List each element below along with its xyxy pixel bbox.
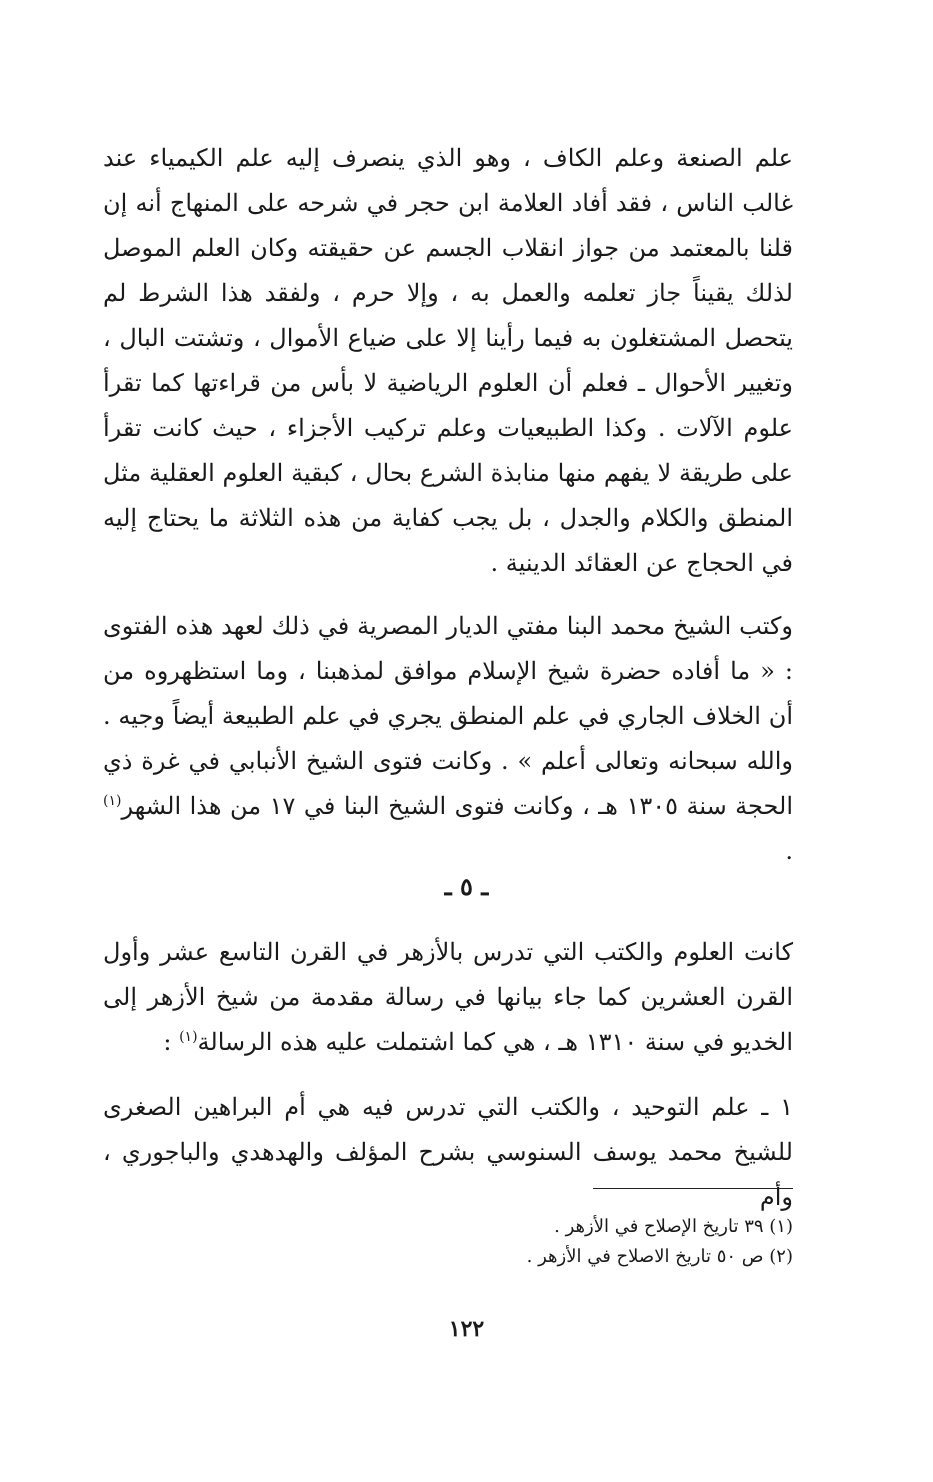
page-number: ١٢٢ <box>448 1316 485 1342</box>
paragraph-text: ١ ـ علم التوحيد ، والكتب التي تدرس فيه هي أم البراهين الصغرى للشيخ محمد يوسف السنوسي بشرح المؤلف والهدهدي والباجوري ، وأم <box>103 1093 793 1211</box>
footnote-item: (١) ٣٩ تاريخ الإصلاح في الأزهر . <box>554 1216 793 1237</box>
footnote-item: (٢) ص ٥٠ تاريخ الاصلاح في الأزهر . <box>526 1246 793 1267</box>
paragraph-text: وكتب الشيخ محمد البنا مفتي الديار المصرية في ذلك لعهد هذه الفتوى : « ما أفاده حضرة شيخ الإسلام موافق لمذهبنا ، وما استظهروه من أن الخلاف الجاري في علم المنطق يجري في علم الطبيعة أيضاً وجيه . والله سبحانه وتعالى أعلم » . وكانت فتوى الشيخ الأنبابي في غرة ذي الحجة سنة ١٣٠٥ هـ ، وكانت فتوى الشيخ البنا في ١٧ من هذا الشهر <box>103 612 793 820</box>
paragraph-mufti-fatwa <box>103 604 793 874</box>
section-number: ـ ٥ ـ <box>444 872 489 901</box>
paragraph-text-container <box>103 930 793 1065</box>
paragraph-text-container <box>103 604 793 874</box>
paragraph-text: علم الصنعة وعلم الكاف ، وهو الذي ينصرف إليه علم الكيمياء عند غالب الناس ، فقد أفاد العلامة ابن حجر في شرحه على المنهاج أنه إن قلنا بالمعتمد من جواز انقلاب الجسم عن حقيقته وكان العلم الموصل لذلك يقيناً جاز تعلمه والعمل به ، وإلا حرم ، ولفقد هذا الشرط لم يتحصل المشتغلون به فيما رأينا إلا على ضياع الأموال ، وتشتت البال ، وتغيير الأحوال ـ فعلم أن العلوم الرياضية لا بأس من قراءتها كما تقرأ علوم الآلات . وكذا الطبيعيات وعلم تركيب الأجزاء ، حيث كانت تقرأ على طريقة لا يفهم منها منابذة الشرع بحال ، كبقية العلوم العقلية مثل المنطق والكلام والجدل ، بل يجب كفاية من هذه الثلاثة ما يحتاج إليه في الحجاج عن العقائد الدينية . <box>103 144 794 577</box>
paragraph-text-end: . <box>785 837 793 865</box>
paragraph-alchemy-ruling <box>103 136 793 586</box>
paragraph-text: كانت العلوم والكتب التي تدرس بالأزهر في القرن التاسع عشر وأول القرن العشرين كما جاء بيانها في رسالة مقدمة من شيخ الأزهر إلى الخديو في سنة ١٣١٠ هـ ، هي كما اشتملت عليه هذه الرسالة <box>103 938 793 1056</box>
paragraph-azhar-curriculum <box>103 930 793 1065</box>
footnote-divider <box>593 1188 793 1189</box>
paragraph-text-end: : <box>163 1028 180 1056</box>
footnote-marker[interactable]: (١) <box>103 793 122 809</box>
footnote-marker[interactable]: (١) <box>179 1029 198 1045</box>
paragraph-tawhid-list-item <box>103 1085 793 1220</box>
footnotes <box>103 1212 793 1272</box>
